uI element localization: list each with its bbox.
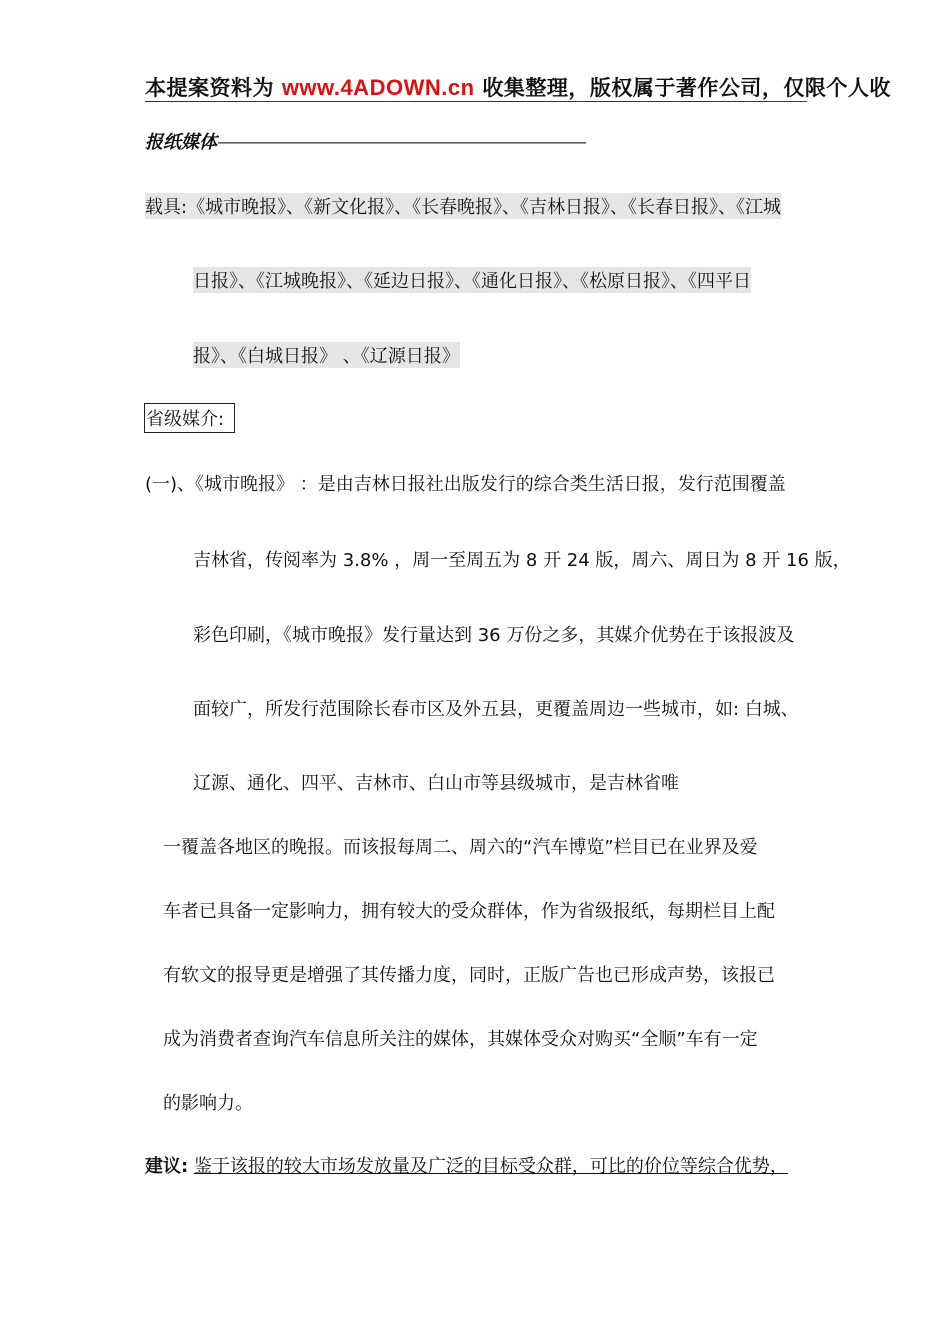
section-title-label: 报纸媒体 xyxy=(145,132,217,153)
item1-line-9: 成为消费者查询汽车信息所关注的媒体，其媒体受众对购买“全顺”车有一定 xyxy=(163,1029,758,1050)
section-title xyxy=(145,128,585,154)
suggestion-text: 鉴于该报的较大市场发放量及广泛的目标受众群，可比的价位等综合优势， xyxy=(193,1156,788,1177)
item1-line-6: 一覆盖各地区的晚报。而该报每周二、周六的“汽车博览”栏目已在业界及爱 xyxy=(163,837,758,858)
item1-line-8: 有软文的报导更是增强了其传播力度，同时，正版广告也已形成声势，该报已 xyxy=(163,965,775,986)
carriers-line-2: 日报》、《江城晚报》、《延边日报》、《通化日报》、《松原日报》、《四平日 xyxy=(193,267,751,293)
item1-line-4: 面较广，所发行范围除长春市区及外五县，更覆盖周边一些城市，如: 白城、 xyxy=(193,699,799,720)
carriers-line-1: 载具:《城市晚报》、《新文化报》、《长春晚报》、《吉林日报》、《长春日报》、《江城 xyxy=(145,193,781,219)
item1-line-10: 的影响力。 xyxy=(163,1093,253,1114)
header-suffix: 收集整理，版权属于著作公司，仅限个人收 xyxy=(482,76,891,100)
header-prefix: 本提案资料为 xyxy=(145,76,274,100)
item1-line-5: 辽源、通化、四平、吉林市、白山市等县级城市，是吉林省唯 xyxy=(193,773,679,794)
suggestion xyxy=(145,1152,788,1178)
item1-line-7: 车者已具备一定影响力，拥有较大的受众群体，作为省级报纸，每期栏目上配 xyxy=(163,901,775,922)
section-title-dashes: ——————————————————————— xyxy=(217,132,585,153)
header-divider xyxy=(145,101,807,102)
provincial-media-label: 省级媒介: xyxy=(144,403,235,433)
suggestion-label: 建议: xyxy=(145,1156,189,1177)
header-site-link[interactable]: www.4ADOWN.cn xyxy=(281,75,475,100)
item1-line-3: 彩色印刷，《城市晚报》发行量达到 36 万份之多，其媒介优势在于该报波及 xyxy=(193,625,795,646)
item1-line-1: (一)、《城市晚报》 ：是由吉林日报社出版发行的综合类生活日报，发行范围覆盖 xyxy=(145,474,786,495)
item1-line-2: 吉林省，传阅率为 3.8% ，周一至周五为 8 开 24 版，周六、周日为 8 开 16 版， xyxy=(193,550,851,571)
carriers-line-3: 报》、《白城日报》 、《辽源日报》 xyxy=(193,342,460,368)
document-header xyxy=(145,72,891,102)
